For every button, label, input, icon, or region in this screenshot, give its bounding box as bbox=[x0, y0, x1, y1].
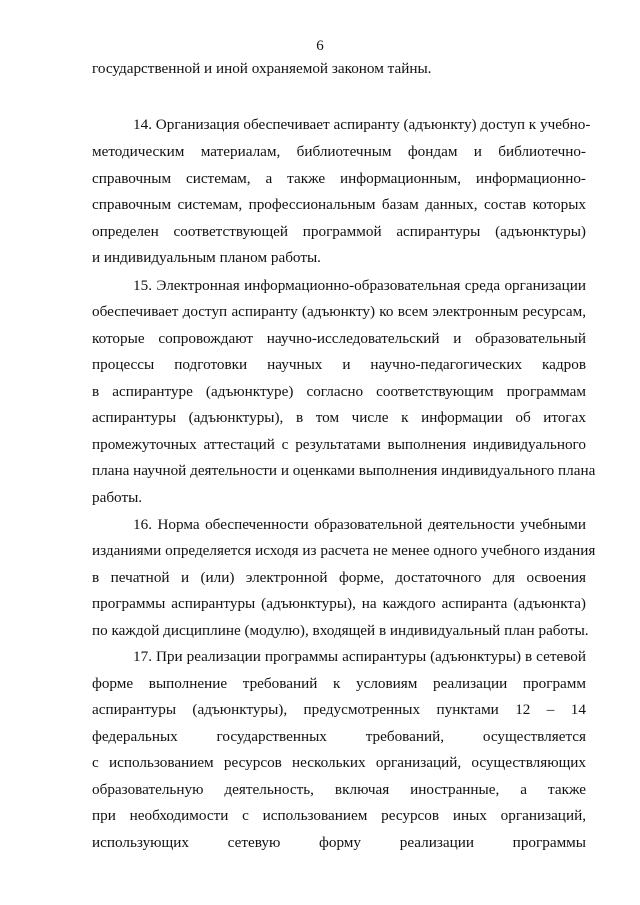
text-line: работы. bbox=[92, 489, 143, 506]
text-line: процессы подготовки научных и научно-педагогических кадров bbox=[92, 356, 586, 373]
text-line: обеспечивает доступ аспиранту (адъюнкту) ко всем электронным ресурсам, bbox=[92, 303, 586, 320]
text-line: государственной и иной охраняемой законом тайны. bbox=[92, 60, 432, 77]
text-line: при необходимости с использованием ресурсов иных организаций, bbox=[92, 807, 586, 824]
text-line: с использованием ресурсов нескольких организаций, осуществляющих bbox=[92, 754, 586, 771]
text-line: 17. При реализации программы аспирантуры (адъюнктуры) в сетевой bbox=[133, 648, 586, 665]
text-line: аспирантуры (адъюнктуры), предусмотренных пунктами 12 – 14 bbox=[92, 701, 586, 718]
text-line: программы аспирантуры (адъюнктуры), на каждого аспиранта (адъюнкта) bbox=[92, 595, 586, 612]
text-line: 14. Организация обеспечивает аспиранту (адъюнкту) доступ к учебно- bbox=[133, 116, 591, 133]
text-line: изданиями определяется исходя из расчета не менее одного учебного издания bbox=[92, 542, 596, 559]
text-line: которые сопровождают научно-исследовательский и образовательный bbox=[92, 330, 586, 347]
text-line: методическим материалам, библиотечным фондам и библиотечно- bbox=[92, 143, 586, 160]
text-line: 16. Норма обеспеченности образовательной деятельности учебными bbox=[133, 516, 586, 533]
text-line: справочным системам, профессиональным базам данных, состав которых bbox=[92, 196, 586, 213]
text-line: в печатной и (или) электронной форме, достаточного для освоения bbox=[92, 569, 586, 586]
text-line: плана научной деятельности и оценками выполнения индивидуального плана bbox=[92, 462, 596, 479]
text-line: определен соответствующей программой аспирантуры (адъюнктуры) bbox=[92, 223, 586, 240]
text-line: аспирантуры (адъюнктуры), в том числе к информации об итогах bbox=[92, 409, 586, 426]
text-line: в аспирантуре (адъюнктуре) согласно соответствующим программам bbox=[92, 383, 586, 400]
text-line: использующих сетевую форму реализации программы bbox=[92, 834, 586, 851]
text-line: и индивидуальным планом работы. bbox=[92, 249, 321, 266]
text-line: справочным системам, а также информационным, информационно- bbox=[92, 170, 586, 187]
text-line: форме выполнение требований к условиям реализации программ bbox=[92, 675, 586, 692]
page-number: 6 bbox=[316, 38, 324, 54]
text-line: образовательную деятельность, включая иностранные, а также bbox=[92, 781, 586, 798]
text-line: по каждой дисциплине (модулю), входящей в индивидуальный план работы. bbox=[92, 622, 589, 639]
text-line: федеральных государственных требований, осуществляется bbox=[92, 728, 586, 745]
text-line: 15. Электронная информационно-образовательная среда организации bbox=[133, 277, 586, 294]
text-line: промежуточных аттестаций с результатами выполнения индивидуального bbox=[92, 436, 586, 453]
